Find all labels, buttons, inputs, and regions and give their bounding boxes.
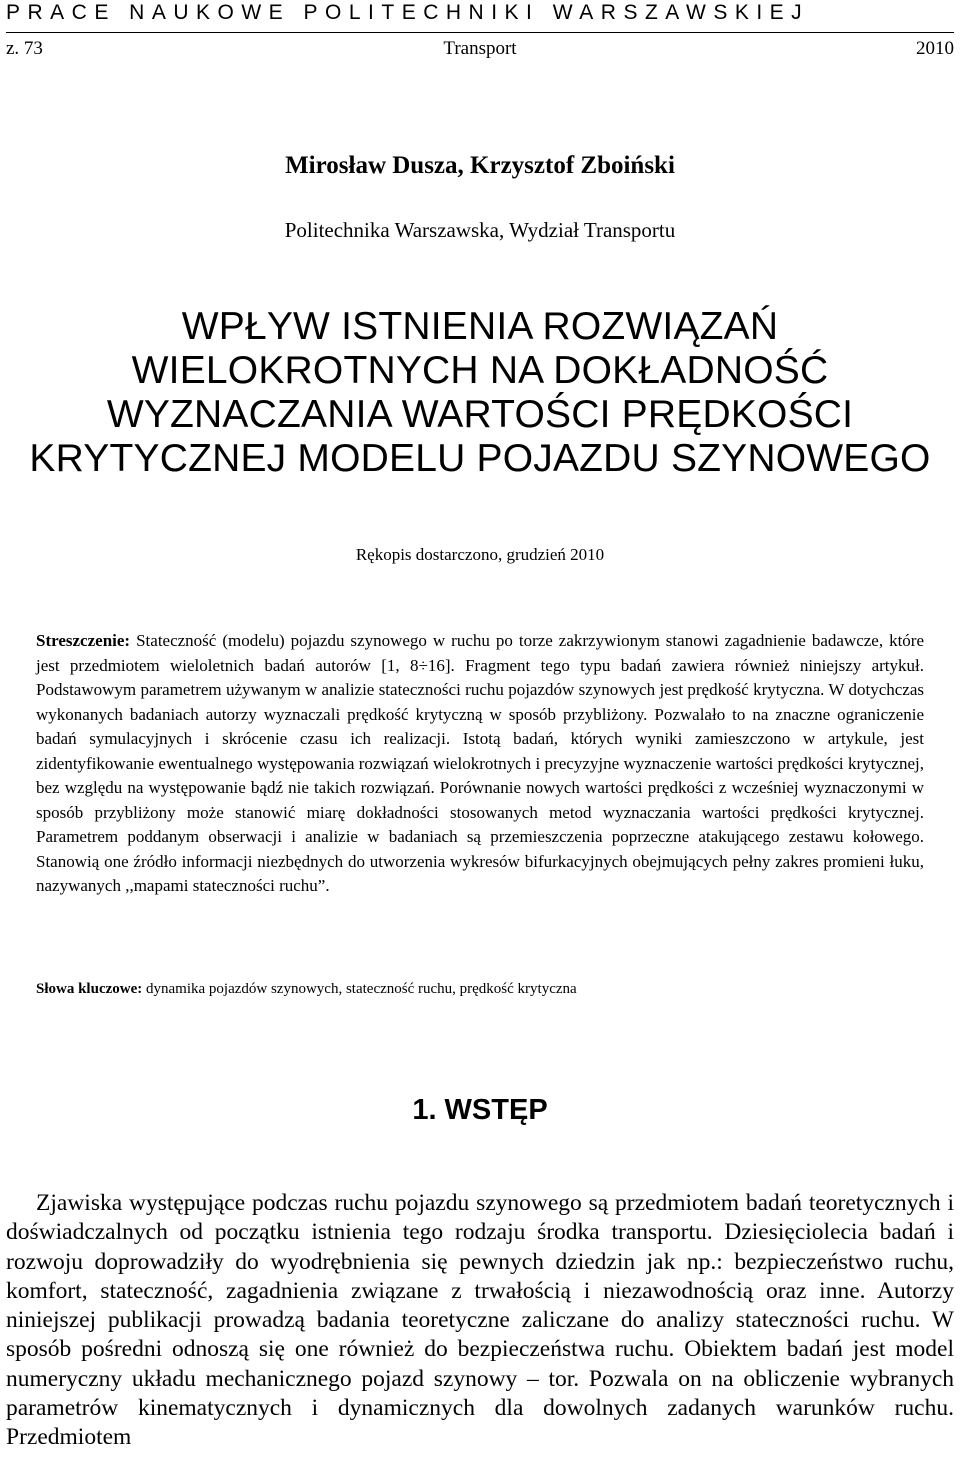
issue-year: 2010 <box>916 38 954 59</box>
issue-category: Transport <box>443 38 517 59</box>
abstract-text: Stateczność (modelu) pojazdu szynowego w ruchu po torze zakrzywionym stanowi zagadnienie badawcze, które jest przedmiotem wieloletnich badań autorów [1, 8÷16]. Fragment tego typu badań zawiera również niniejszy artykuł. Podstawowym parametrem używanym w analizie stateczności ruchu pojazdów szynowych jest prędkość krytyczna. W dotychczas wykonanych badaniach autorzy wyznaczali prędkość krytyczną w sposób przybliżony. Pozwalało to na znaczne ograniczenie badań symulacyjnych i skrócenie czasu ich realizacji. Istotą badań, których wyniki zamieszczono w artykule, jest zidentyfikowanie ewentualnego występowania rozwiązań wielokrotnych i precyzyjne wyznaczenie wartości prędkości krytycznej, bez względu na występowanie bądź nie takich rozwiązań. Porównanie nowych wartości prędkości z wcześniej wyznaczonymi w sposób przybliżony może stanowić miarę dokładności stosowanych metod wyznaczania wartości prędkości krytycznej. Parametrem poddanym obserwacji i analizie w badaniach są przemieszczenia poprzeczne atakującego zestawu kołowego. Stanowią one źródło informacji niezbędnych do utworzenia wykresów bifurkacyjnych obejmujących pełny zakres promieni łuku, nazywanych ,,mapami stateczności ruchu”. <box>36 631 925 895</box>
keywords-text: dynamika pojazdów szynowych, stateczność ruchu, prędkość krytyczna <box>146 981 577 997</box>
title-line: KRYTYCZNEJ MODELU POJAZDU SZYNOWEGO <box>29 437 931 480</box>
article-title <box>0 305 960 481</box>
section-heading: 1. WSTĘP <box>412 1094 548 1126</box>
abstract-label: Streszczenie: <box>36 631 131 650</box>
body-paragraph: Zjawiska występujące podczas ruchu pojazdu szynowego są przedmiotem badań teoretycznych i doświadczalnych od początku istnienia tego rodzaju środka transportu. Dziesięciolecia badań i rozwoju doprowadziły do wyodrębnienia się pewnych dziedzin jak np.: bezpieczeństwo ruchu, komfort, stateczność, zagadnienia związane z trwałością i niezawodnością oraz inne. Autorzy niniejszej publikacji prowadzą badania teoretyczne zaliczane do analizy stateczności ruchu. W sposób pośredni odnoszą się one również do bezpieczeństwa ruchu. Obiektem badań jest model numeryczny układu mechanicznego pojazd szynowy – tor. Pozwala on na obliczenie wybranych parametrów kinematycznych i dynamicznych dla dowolnych zadanych warunków ruchu. Przedmiotem <box>6 1190 954 1451</box>
issue-line <box>6 38 954 60</box>
keywords <box>36 978 924 1000</box>
title-line: WPŁYW ISTNIENIA ROZWIĄZAŃ <box>181 305 779 348</box>
title-line: WIELOKROTNYCH NA DOKŁADNOŚĆ <box>131 349 829 392</box>
series-header: PRACE NAUKOWE POLITECHNIKI WARSZAWSKIEJ <box>6 1 810 24</box>
affiliation: Politechnika Warszawska, Wydział Transportu <box>284 218 676 242</box>
issue-number: z. 73 <box>6 38 43 59</box>
keywords-label: Słowa kluczowe: <box>36 981 143 997</box>
abstract <box>36 629 924 899</box>
header-rule <box>6 32 954 33</box>
received-date: Rękopis dostarczono, grudzień 2010 <box>355 545 605 564</box>
title-line: WYZNACZANIA WARTOŚCI PRĘDKOŚCI <box>106 393 854 436</box>
authors: Mirosław Dusza, Krzysztof Zboiński <box>285 152 675 179</box>
